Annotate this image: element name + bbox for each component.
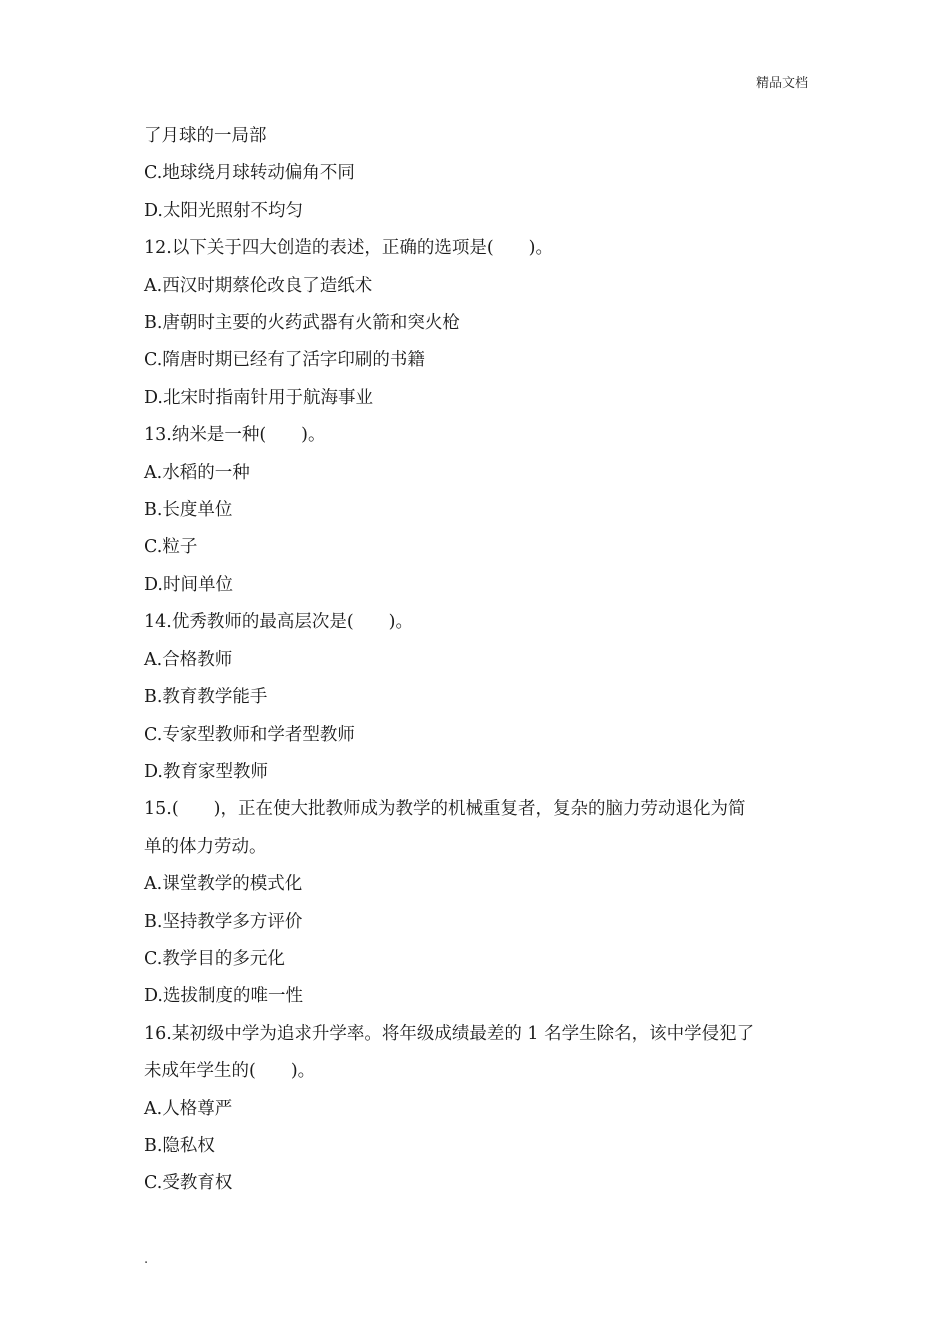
option-line: B.教育教学能手 — [144, 687, 268, 708]
option-line: C.粒子 — [144, 537, 198, 558]
option-line: A.西汉时期蔡伦改良了造纸术 — [144, 275, 373, 296]
option-line: D.太阳光照射不均匀 — [144, 200, 303, 221]
option-line: B.唐朝时主要的火药武器有火箭和突火枪 — [144, 313, 460, 334]
question-14: 14.优秀教师的最高层次是( )。 — [144, 612, 413, 633]
option-line: D.选拔制度的唯一性 — [144, 986, 303, 1007]
option-line: B.坚持教学多方评价 — [144, 911, 303, 932]
question-12: 12.以下关于四大创造的表述，正确的选项是( )。 — [144, 238, 553, 259]
option-line: D.时间单位 — [144, 574, 233, 595]
option-line: C.隋唐时期已经有了活字印刷的书籍 — [144, 350, 425, 371]
page-footer: . — [144, 1252, 149, 1267]
text-line: 了月球的一局部 — [144, 126, 267, 146]
option-line: C.教学目的多元化 — [144, 948, 285, 969]
question-16-continued: 未成年学生的( )。 — [144, 1061, 316, 1082]
option-line: C.地球绕月球转动偏角不同 — [144, 163, 355, 184]
page-header: 精品文档 — [755, 76, 808, 91]
option-line: A.水稻的一种 — [144, 462, 250, 483]
option-line: D.教育家型教师 — [144, 761, 268, 782]
question-13: 13.纳米是一种( )。 — [144, 425, 326, 446]
page-content — [144, 118, 808, 1203]
option-line: D.北宋时指南针用于航海事业 — [144, 387, 373, 408]
question-16: 16.某初级中学为追求升学率。将年级成绩最差的 1 名学生除名，该中学侵犯了 — [144, 1023, 755, 1044]
option-line: A.人格尊严 — [144, 1098, 233, 1119]
option-line: A.合格教师 — [144, 649, 233, 670]
option-line: C.受教育权 — [144, 1173, 233, 1194]
option-line: B.长度单位 — [144, 500, 233, 521]
option-line: C.专家型教师和学者型教师 — [144, 724, 355, 745]
option-line: A.课堂教学的模式化 — [144, 874, 303, 895]
question-15: 15.( )，正在使大批教师成为教学的机械重复者，复杂的脑力劳动退化为简 — [144, 799, 746, 820]
question-15-continued: 单的体力劳动。 — [144, 836, 267, 857]
option-line: B.隐私权 — [144, 1135, 215, 1156]
